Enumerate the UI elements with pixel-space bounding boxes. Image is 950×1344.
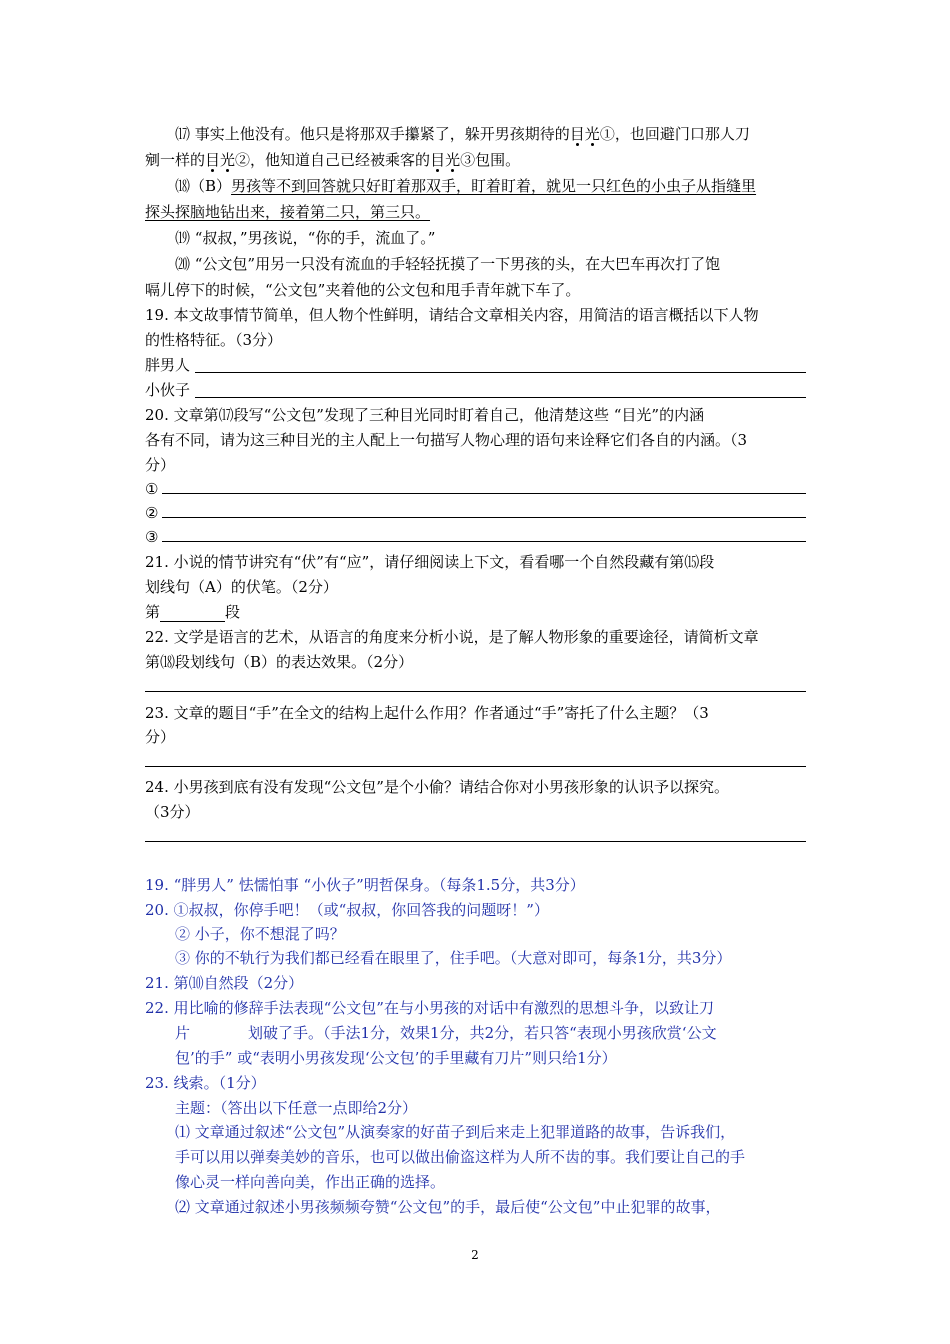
question-21-line-1: 21. 小说的情节讲究有“伏”有“应”，请仔细阅读上下文，看看哪一个自然段藏有第⒂段 <box>145 553 715 571</box>
question-20-line-3: 分） <box>145 456 176 474</box>
answer-22-line-2a: 片 <box>175 1024 191 1042</box>
underlined-sentence-b: 男孩等不到回答就只好盯着那双手，盯着盯着，就见一只红色的小虫子从指缝里 <box>231 177 757 195</box>
answer-20-1: 20. ①叔叔，你停手吧！（或“叔叔，你回答我的问题呀！”） <box>145 901 549 919</box>
emphasis-char: 光 <box>584 125 600 143</box>
paragraph-18-line-2 <box>145 202 430 222</box>
paragraph-20-line-2: 嗝儿停下的时候，“公文包”夹着他的公文包和甩手青年就下车了。 <box>145 281 581 299</box>
answer-23-line-4: 手可以用以弹奏美妙的音乐，也可以做出偷盗这样为人所不齿的事。我们要让自己的手 <box>175 1148 746 1166</box>
underlined-sentence-b-cont: 探头探脑地钻出来，接着第二只，第三只。 <box>145 203 431 221</box>
answer-23-line-3: ⑴ 文章通过叙述“公文包”从演奏家的好苗子到后来走上犯罪道路的故事，告诉我们， <box>175 1123 736 1141</box>
label-young-man: 小伙子 <box>145 381 191 399</box>
emphasis-char: 目 <box>205 151 221 169</box>
answer-line-22[interactable] <box>145 691 806 692</box>
answer-line-23[interactable] <box>145 766 806 767</box>
marker-3: ③ <box>145 528 159 546</box>
answer-23-line-2: 主题：（答出以下任意一点即给2分） <box>175 1099 418 1117</box>
question-22-line-2: 第⒅段划线句（B）的表达效果。（2分） <box>145 653 414 671</box>
paragraph-20-line-1: ⒇ “公文包”用另一只没有流血的手轻轻抚摸了一下男孩的头，在大巴车再次打了饱 <box>175 255 721 273</box>
answer-19: 19. “胖男人” 怯懦怕事 “小伙子”明哲保身。（每条1.5分，共3分） <box>145 876 585 894</box>
question-24-line-1: 24. 小男孩到底有没有发现“公文包”是个小偷？请结合你对小男孩形象的认识予以探究。 <box>145 778 729 796</box>
page-number: 2 <box>471 1248 479 1262</box>
question-22-line-1: 22. 文学是语言的艺术，从语言的角度来分析小说，是了解人物形象的重要途径，请简析文章 <box>145 628 759 646</box>
question-24-line-2: （3分） <box>145 803 200 821</box>
question-23-line-2: 分） <box>145 728 176 746</box>
answer-line-24[interactable] <box>145 841 806 842</box>
answer-line-young-man[interactable] <box>195 397 806 398</box>
answer-23-line-5: 像心灵一样向善向美，作出正确的选择。 <box>175 1173 446 1191</box>
paragraph-19: ⒆ “叔叔，”男孩说，“你的手，流血了。” <box>175 229 436 247</box>
paragraph-17-line-2: 剜一样的目光②，他知道自己已经被乘客的目光③包围。 <box>145 151 521 169</box>
emphasis-char: 目 <box>430 151 446 169</box>
question-21-line-2: 划线句（A）的伏笔。（2分） <box>145 578 338 596</box>
answer-23-line-6: ⑵ 文章通过叙述小男孩频频夸赞“公文包”的手，最后使“公文包”中止犯罪的故事， <box>175 1198 721 1216</box>
answer-22-line-3: 包’的手” 或“表明小男孩发现‘公文包’的手里藏有刀片”则只给1分） <box>175 1049 617 1067</box>
emphasis-char: 目 <box>569 125 585 143</box>
answer-20-2: ② 小子，你不想混了吗？ <box>175 925 345 943</box>
answer-23-line-1: 23. 线索。（1分） <box>145 1074 266 1092</box>
marker-1: ① <box>145 480 159 498</box>
emphasis-char: 光 <box>220 151 236 169</box>
question-20-line-2: 各有不同，请为这三种目光的主人配上一句描写人物心理的语句来诠释它们各自的内涵。（3 <box>145 431 748 449</box>
paragraph-17-line-1: ⒄ 事实上他没有。他只是将那双手攥紧了，躲开男孩期待的目光①，也回避门口那人刀 <box>175 125 750 143</box>
paragraph-18-line-1: ⒅（B）男孩等不到回答就只好盯着那双手，盯着盯着，就见一只红色的小虫子从指缝里 <box>175 177 757 195</box>
question-21-fill: 第 段 <box>145 603 241 621</box>
answer-line-20-3[interactable] <box>162 541 806 542</box>
answer-line-20-2[interactable] <box>162 517 806 518</box>
question-19-line-2: 的性格特征。（3分） <box>145 331 283 349</box>
label-fat-man: 胖男人 <box>145 356 191 374</box>
marker-2: ② <box>145 504 159 522</box>
answer-line-20-1[interactable] <box>162 493 806 494</box>
blank-paragraph-number[interactable] <box>160 606 225 622</box>
question-19-line-1: 19. 本文故事情节简单，但人物个性鲜明，请结合文章相关内容，用简洁的语言概括以下人物 <box>145 306 759 324</box>
answer-21: 21. 第⑽自然段（2分） <box>145 974 304 992</box>
answer-22-line-1: 22. 用比喻的修辞手法表现“公文包”在与小男孩的对话中有激烈的思想斗争，以致让刀 <box>145 999 714 1017</box>
question-23-line-1: 23. 文章的题目“手”在全文的结构上起什么作用？作者通过“手”寄托了什么主题？（3 <box>145 704 709 722</box>
question-20-line-1: 20. 文章第⒄段写“公文包”发现了三种目光同时盯着自己，他清楚这些 “目光”的内涵 <box>145 406 705 424</box>
answer-22-line-2b: 划破了手。（手法1分，效果1分，共2分，若只答“表现小男孩欣赏‘公文 <box>248 1024 717 1042</box>
emphasis-char: 光 <box>445 151 461 169</box>
answer-20-3: ③ 你的不轨行为我们都已经看在眼里了，住手吧。（大意对即可，每条1分，共3分） <box>175 949 732 967</box>
answer-line-fat-man[interactable] <box>195 372 806 373</box>
